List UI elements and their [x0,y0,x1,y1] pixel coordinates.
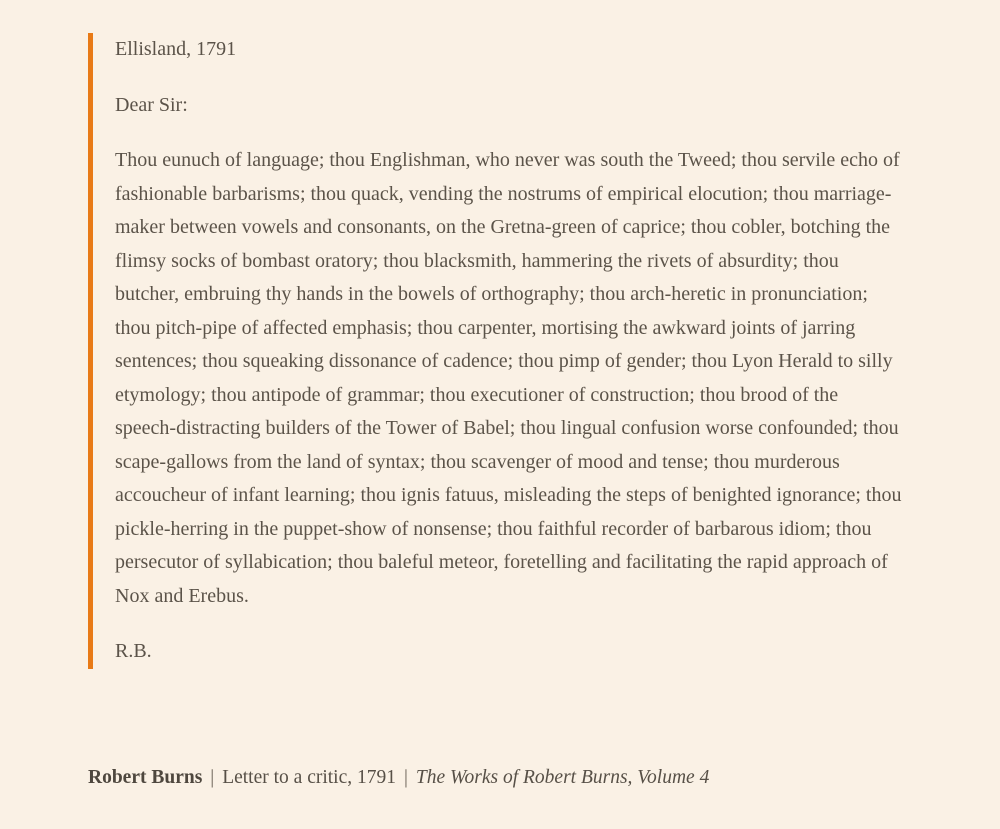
letter-salutation: Dear Sir: [115,93,188,116]
attribution-work: Letter to a critic, 1791 [222,767,397,788]
letter-body: Thou eunuch of language; thou Englishman, who never was south the Tweed; thou servile echo of fashionable barbarisms; thou quack, vending the nostrums of empirical elocution; thou marriage-maker between vowels and consonants, on the Gretna-green of caprice; thou cobler, botching the flimsy socks of bombast oratory; thou blacksmith, hammering the rivets of absurdity; thou butcher, embruing thy hands in the bowels of orthography; thou arch-heretic in pronunciation; thou pitch-pipe of affected emphasis; thou carpenter, mortising the awkward joints of jarring sentences; thou squeaking dissonance of cadence; thou pimp of gender; thou Lyon Herald to silly etymology; thou antipode of grammar; thou executioner of construction; thou brood of the speech-distracting builders of the Tower of Babel; thou lingual confusion worse confounded; thou scape-gallows from the land of syntax; thou scavenger of mood and tense; thou murderous accoucheur of infant learning; thou ignis fatuus, misleading the steps of benighted ignorance; thou pickle-herring in the puppet-show of nonsense; thou faithful recorder of barbarous idiom; thou persecutor of syllabication; thou baleful meteor, foretelling and facilitating the rapid approach of Nox and Erebus. [115,149,902,607]
letter-dateline: Ellisland, 1791 [115,38,237,60]
letter-blockquote [88,33,915,669]
letter-signature: R.B. [115,640,152,662]
attribution-separator: | [210,767,215,788]
attribution-separator: | [404,767,408,788]
attribution-source: The Works of Robert Burns, Volume 4 [415,767,710,788]
attribution-line [88,763,709,793]
attribution-author: Robert Burns [88,767,203,788]
